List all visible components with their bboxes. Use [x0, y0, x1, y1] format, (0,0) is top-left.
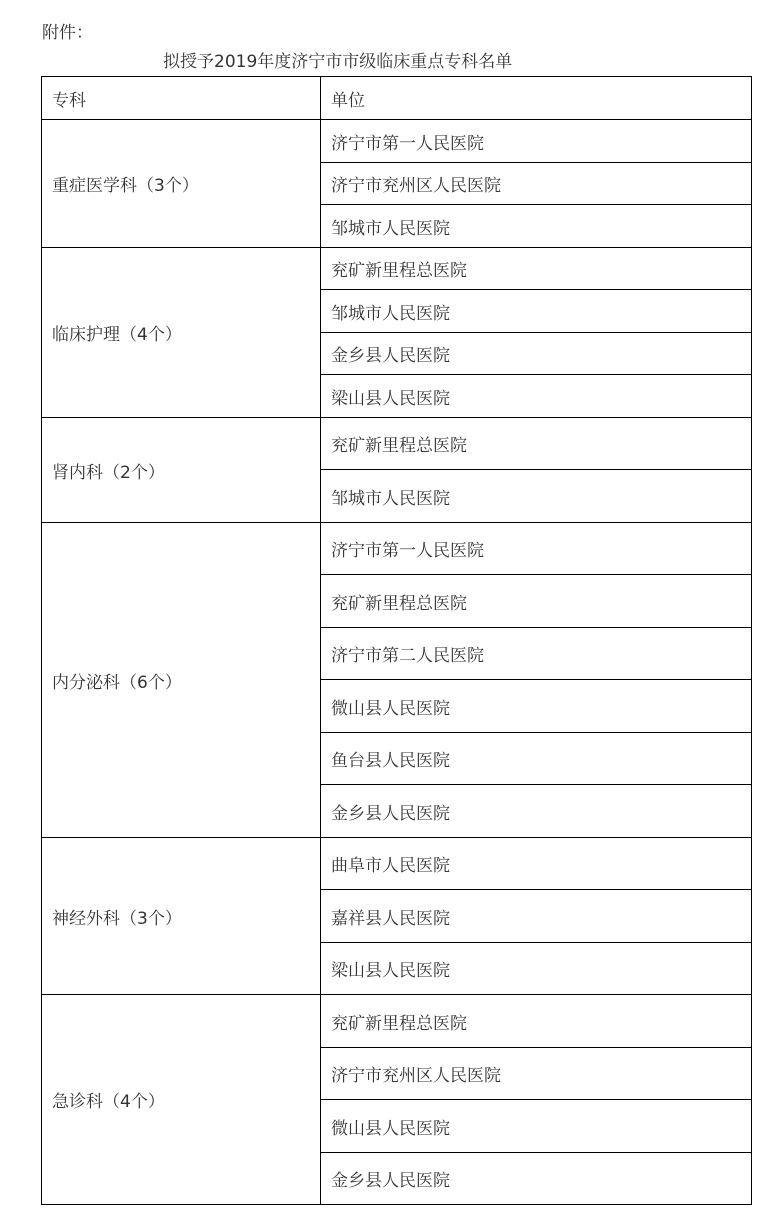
unit-cell: 梁山县人民医院 [321, 375, 752, 418]
table-row [42, 838, 752, 890]
unit-cell: 鱼台县人民医院 [321, 733, 752, 785]
unit-cell: 兖矿新里程总医院 [321, 248, 752, 290]
unit-cell: 梁山县人民医院 [321, 943, 752, 995]
unit-cell: 微山县人民医院 [321, 1100, 752, 1153]
unit-cell: 济宁市兖州区人民医院 [321, 1048, 752, 1100]
unit-cell: 兖矿新里程总医院 [321, 575, 752, 628]
unit-cell: 兖矿新里程总医院 [321, 418, 752, 470]
unit-cell: 邹城市人民医院 [321, 290, 752, 333]
specialty-cell: 重症医学科（3个） [42, 120, 321, 248]
specialty-cell: 神经外科（3个） [42, 838, 321, 995]
unit-cell: 济宁市第一人民医院 [321, 523, 752, 575]
unit-cell: 济宁市第一人民医院 [321, 120, 752, 163]
table-row [42, 248, 752, 290]
unit-cell: 金乡县人民医院 [321, 1153, 752, 1205]
specialty-cell: 临床护理（4个） [42, 248, 321, 418]
table-row [42, 995, 752, 1048]
table-header-row [42, 77, 752, 120]
unit-cell: 金乡县人民医院 [321, 333, 752, 375]
unit-cell: 嘉祥县人民医院 [321, 890, 752, 943]
column-header-specialty: 专科 [42, 77, 321, 120]
specialty-cell: 肾内科（2个） [42, 418, 321, 523]
attachment-label: 附件： [42, 23, 93, 43]
unit-cell: 济宁市第二人民医院 [321, 628, 752, 680]
unit-cell: 兖矿新里程总医院 [321, 995, 752, 1048]
table-row [42, 418, 752, 470]
unit-cell: 邹城市人民医院 [321, 205, 752, 248]
unit-cell: 微山县人民医院 [321, 680, 752, 733]
column-header-unit: 单位 [321, 77, 752, 120]
specialty-cell: 内分泌科（6个） [42, 523, 321, 838]
unit-cell: 邹城市人民医院 [321, 470, 752, 523]
table-row [42, 120, 752, 163]
specialty-cell: 急诊科（4个） [42, 995, 321, 1205]
unit-cell: 金乡县人民医院 [321, 785, 752, 838]
unit-cell: 曲阜市人民医院 [321, 838, 752, 890]
specialty-table [41, 76, 752, 1205]
table-row [42, 523, 752, 575]
unit-cell: 济宁市兖州区人民医院 [321, 163, 752, 205]
document-title: 拟授予2019年度济宁市市级临床重点专科名单 [163, 52, 513, 72]
